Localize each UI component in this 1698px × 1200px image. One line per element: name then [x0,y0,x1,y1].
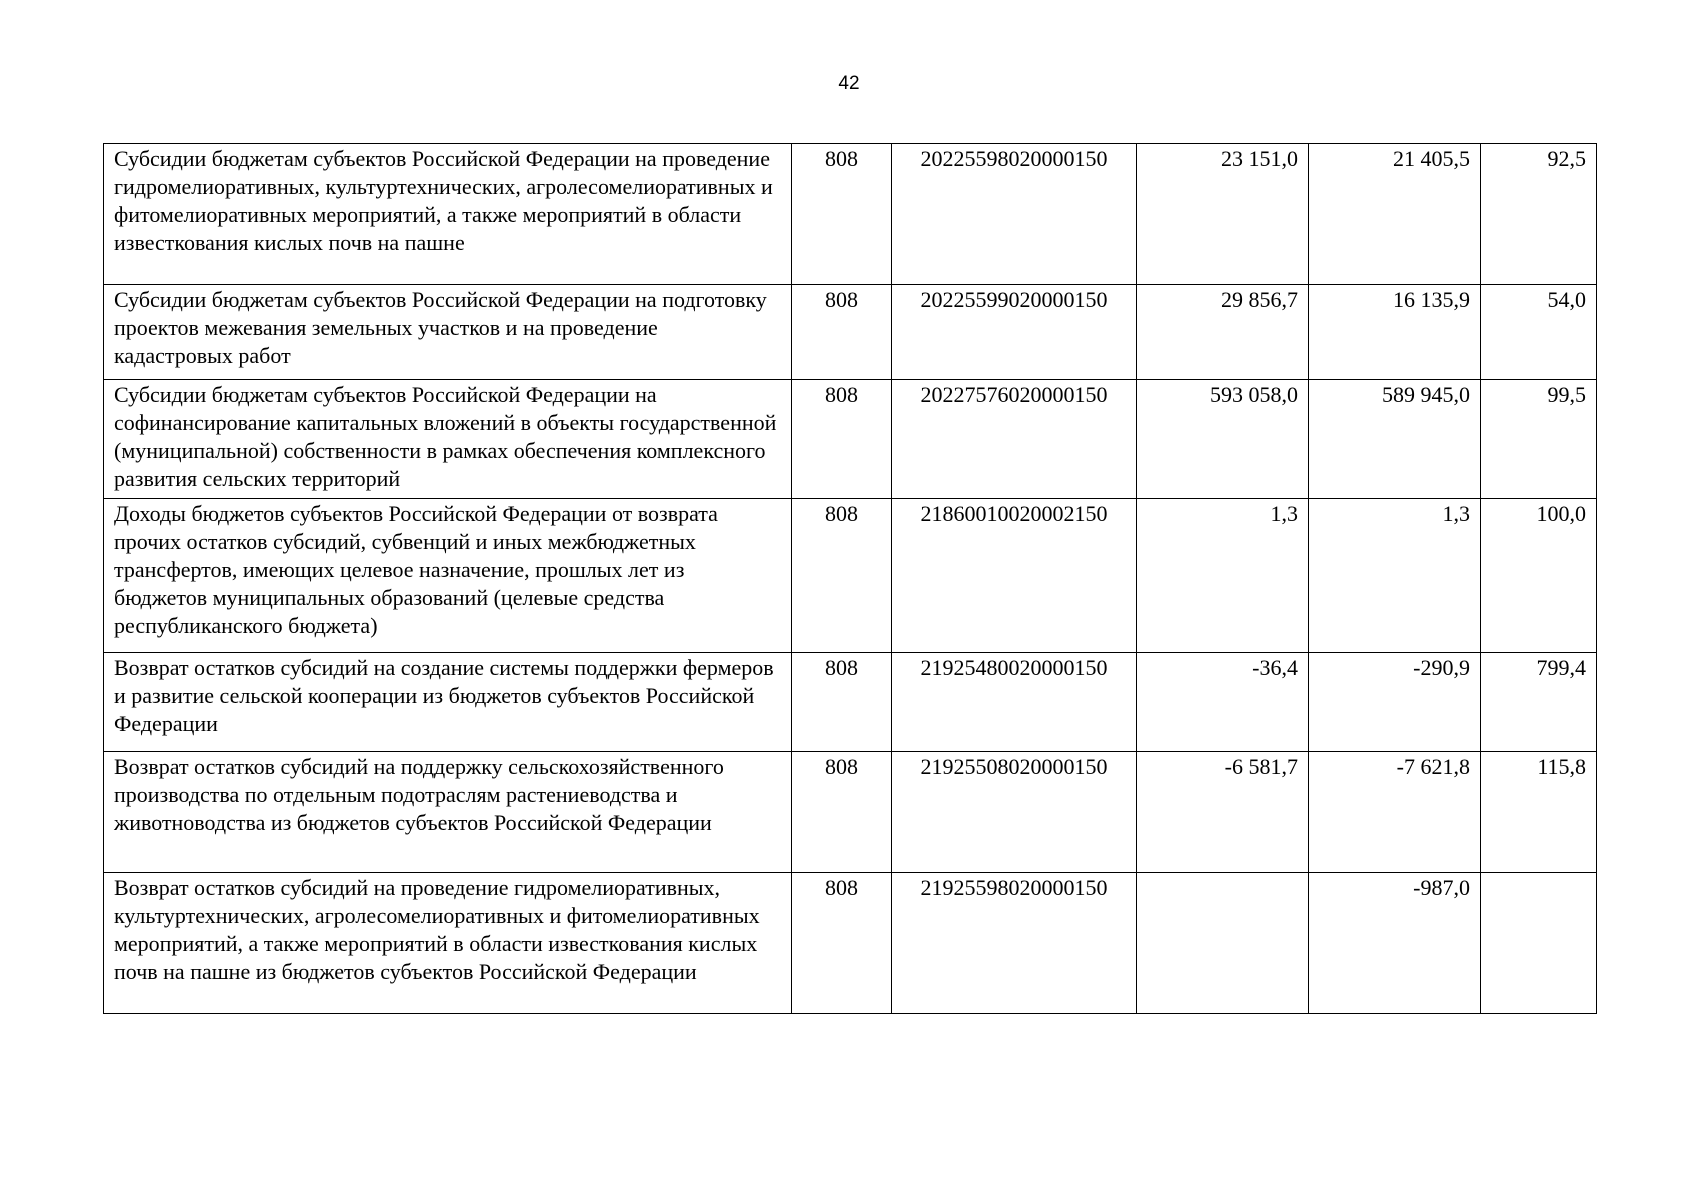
row-planned: -6 581,7 [1137,752,1309,873]
row-planned: -36,4 [1137,653,1309,752]
row-planned: 1,3 [1137,499,1309,653]
row-actual: 21 405,5 [1309,144,1481,285]
row-admin-code: 808 [792,873,892,1014]
table-row [104,380,1597,499]
row-actual: -987,0 [1309,873,1481,1014]
row-budget-code: 21860010020002150 [892,499,1137,653]
row-actual: -290,9 [1309,653,1481,752]
row-planned: 23 151,0 [1137,144,1309,285]
row-percent: 99,5 [1481,380,1597,499]
row-description: Возврат остатков субсидий на проведение гидромелиоративных, культуртехнических, агролесомелиоративных и фитомелиоративных мероприятий, а также мероприятий в области известкования кислых почв на пашне из бюджетов субъектов Российской Федерации [104,873,792,1014]
row-percent: 100,0 [1481,499,1597,653]
row-budget-code: 21925480020000150 [892,653,1137,752]
row-description: Субсидии бюджетам субъектов Российской Федерации на софинансирование капитальных вложений в объекты государственной (муниципальной) собственности в рамках обеспечения комплексного развития сельских территорий [104,380,792,499]
row-description: Субсидии бюджетам субъектов Российской Федерации на подготовку проектов межевания земельных участков и на проведение кадастровых работ [104,285,792,380]
row-budget-code: 20227576020000150 [892,380,1137,499]
row-planned: 29 856,7 [1137,285,1309,380]
row-percent: 92,5 [1481,144,1597,285]
row-actual: 1,3 [1309,499,1481,653]
table-row [104,653,1597,752]
row-budget-code: 21925598020000150 [892,873,1137,1014]
table-row [104,285,1597,380]
page-number: 42 [838,73,860,94]
row-admin-code: 808 [792,380,892,499]
row-actual: 589 945,0 [1309,380,1481,499]
row-description: Доходы бюджетов субъектов Российской Федерации от возврата прочих остатков субсидий, субвенций и иных межбюджетных трансфертов, имеющих целевое назначение, прошлых лет из бюджетов муниципальных образований (целевые средства республиканского бюджета) [104,499,792,653]
row-percent: 115,8 [1481,752,1597,873]
table-row [104,144,1597,285]
row-description: Возврат остатков субсидий на создание системы поддержки фермеров и развитие сельской кооперации из бюджетов субъектов Российской Федерации [104,653,792,752]
row-percent [1481,873,1597,1014]
table-row [104,499,1597,653]
row-budget-code: 20225599020000150 [892,285,1137,380]
row-admin-code: 808 [792,285,892,380]
row-budget-code: 21925508020000150 [892,752,1137,873]
row-admin-code: 808 [792,499,892,653]
row-percent: 54,0 [1481,285,1597,380]
row-budget-code: 20225598020000150 [892,144,1137,285]
table-row [104,873,1597,1014]
row-description: Возврат остатков субсидий на поддержку сельскохозяйственного производства по отдельным подотраслям растениеводства и животноводства из бюджетов субъектов Российской Федерации [104,752,792,873]
row-actual: -7 621,8 [1309,752,1481,873]
row-admin-code: 808 [792,752,892,873]
row-admin-code: 808 [792,144,892,285]
row-admin-code: 808 [792,653,892,752]
row-planned [1137,873,1309,1014]
row-planned: 593 058,0 [1137,380,1309,499]
row-percent: 799,4 [1481,653,1597,752]
table-row [104,752,1597,873]
budget-table [103,143,1597,1014]
row-description: Субсидии бюджетам субъектов Российской Федерации на проведение гидромелиоративных, культуртехнических, агролесомелиоративных и фитомелиоративных мероприятий, а также мероприятий в области известкования кислых почв на пашне [104,144,792,285]
row-actual: 16 135,9 [1309,285,1481,380]
